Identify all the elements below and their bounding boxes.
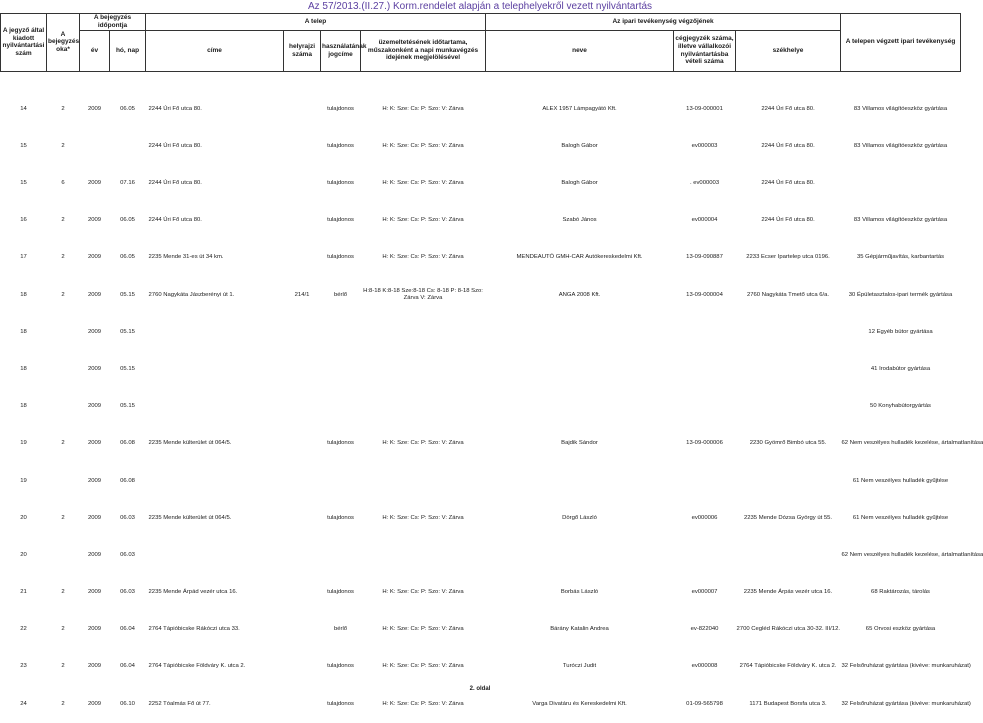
cell-lot-number <box>284 500 321 537</box>
cell-address: 2764 Tápióbicske Rákóczi utca 33. <box>148 626 240 633</box>
cell-address: 2235 Mende Árpád vezér utca 16. <box>148 589 238 596</box>
cell-industry <box>841 165 961 202</box>
cell-use-title <box>321 537 361 574</box>
cell-address <box>146 462 284 499</box>
header-group-site: A telep <box>146 14 486 31</box>
cell-registration-number: ev-822040 <box>690 626 719 633</box>
cell-operating-hours: H: K: Sze: Cs: P: Szo: V: Zárva <box>382 254 464 261</box>
cell-reason: 2 <box>61 254 65 261</box>
header-lot-number: helyrajzi száma <box>284 30 321 71</box>
cell-month-day: 06.08 <box>120 440 135 447</box>
header-month-day: hó, nap <box>110 30 146 71</box>
cell-year <box>80 128 110 165</box>
cell-name: ALEX 1957 Lámpagyátó Kft. <box>542 105 617 112</box>
cell-seat: 2700 Cegléd Rákóczi utca 30-32. III/12. <box>736 626 840 633</box>
cell-month-day: 06.05 <box>120 105 135 112</box>
cell-registration-number: ev000008 <box>691 663 718 670</box>
cell-notary-number: 19 <box>20 440 27 447</box>
cell-lot-number <box>284 611 321 648</box>
cell-address <box>146 537 284 574</box>
header-year: év <box>80 30 110 71</box>
cell-seat: 2244 Úri Fő utca 80. <box>761 105 815 112</box>
cell-use-title: tulajdonos <box>327 700 354 707</box>
cell-reason <box>47 314 80 351</box>
header-reason: A bejegyzés oka* <box>47 14 80 72</box>
cell-address: 2244 Úri Fő utca 80. <box>148 105 202 112</box>
cell-registration-number <box>674 537 736 574</box>
cell-use-title: tulajdonos <box>327 514 354 521</box>
cell-reason: 2 <box>61 105 65 112</box>
cell-use-title <box>321 351 361 388</box>
cell-address: 2764 Tápióbicske Földváry K. utca 2. <box>148 663 246 670</box>
cell-name <box>486 462 674 499</box>
cell-registration-number: ev000003 <box>691 142 718 149</box>
cell-notary-number: 15 <box>20 142 27 149</box>
cell-address <box>146 314 284 351</box>
cell-notary-number: 15 <box>20 180 27 187</box>
cell-registration-number <box>674 351 736 388</box>
cell-operating-hours <box>361 462 486 499</box>
cell-name: MENDEAUTÓ GMH-CAR Autókereskedelmi Kft. <box>516 254 643 261</box>
cell-reason: 2 <box>61 589 65 596</box>
cell-use-title: tulajdonos <box>327 254 354 261</box>
cell-seat <box>736 351 841 388</box>
cell-name <box>486 537 674 574</box>
cell-month-day: 06.10 <box>120 700 135 707</box>
cell-month-day: 05.15 <box>120 365 135 372</box>
cell-month-day: 06.04 <box>120 663 135 670</box>
cell-industry: 62 Nem veszélyes hulladék kezelése, ártalmatlanítása <box>841 551 983 558</box>
header-address: címe <box>146 30 284 71</box>
table-row <box>1 91 961 128</box>
cell-reason: 2 <box>61 142 65 149</box>
cell-month-day: 06.08 <box>120 477 135 484</box>
cell-seat: 2764 Tápióbicske Földváry K. utca 2. <box>739 663 837 670</box>
header-seat: székhelye <box>736 30 841 71</box>
cell-lot-number <box>284 648 321 685</box>
cell-year: 2009 <box>87 291 102 298</box>
cell-registration-number: 13-09-000006 <box>686 440 723 447</box>
table-row <box>1 462 961 499</box>
header-use-title: használatának jogcíme <box>321 30 361 71</box>
cell-operating-hours: H: K: Sze: Cs: P: Szo: V: Zárva <box>382 663 464 670</box>
cell-operating-hours: H: K: Sze: Cs: P: Szo: V: Zárva <box>382 700 464 707</box>
cell-month-day <box>110 128 146 165</box>
cell-name <box>486 388 674 425</box>
cell-reason: 2 <box>61 626 65 633</box>
cell-year: 2009 <box>87 626 102 633</box>
cell-registration-number: ev000004 <box>691 217 718 224</box>
registry-rows <box>1 71 983 723</box>
cell-industry: 65 Orvosi eszköz gyártása <box>865 626 936 633</box>
cell-address: 2252 Tóalmás Fő út 77. <box>148 700 211 707</box>
cell-registration-number: ev000007 <box>691 589 718 596</box>
cell-notary-number: 21 <box>20 589 27 596</box>
cell-year: 2009 <box>87 477 102 484</box>
header-industry: A telepen végzett ipari tevékenység <box>841 14 961 72</box>
table-row <box>1 351 961 388</box>
cell-reason: 2 <box>61 663 65 670</box>
cell-registration-number <box>674 462 736 499</box>
cell-industry: 61 Nem veszélyes hulladék gyűjtése <box>852 514 949 521</box>
cell-use-title: tulajdonos <box>327 180 354 187</box>
cell-notary-number: 18 <box>20 365 27 372</box>
cell-notary-number: 19 <box>20 477 27 484</box>
cell-name: Balogh Gábor <box>561 180 598 187</box>
cell-month-day: 05.15 <box>120 403 135 410</box>
table-row <box>1 277 961 314</box>
cell-year: 2009 <box>87 365 102 372</box>
registry-table <box>0 13 983 723</box>
cell-year: 2009 <box>87 514 102 521</box>
cell-address: 2760 Nagykáta Jászberényi út 1. <box>148 291 235 298</box>
cell-year: 2009 <box>87 700 102 707</box>
cell-use-title <box>321 388 361 425</box>
cell-industry: 62 Nem veszélyes hulladék kezelése, ártalmatlanítása <box>841 440 983 447</box>
cell-lot-number <box>284 165 321 202</box>
cell-month-day: 06.04 <box>120 626 135 633</box>
table-row <box>1 648 961 685</box>
cell-registration-number <box>674 314 736 351</box>
cell-operating-hours <box>361 388 486 425</box>
cell-notary-number: 14 <box>20 105 27 112</box>
cell-reason <box>47 537 80 574</box>
cell-operating-hours: H: K: Sze: Cs: P: Szo: V: Zárva <box>382 589 464 596</box>
cell-industry: 61 Nem veszélyes hulladék gyűjtése <box>852 477 949 484</box>
cell-seat: 2244 Úri Fő utca 80. <box>761 142 815 149</box>
cell-industry: 12 Egyéb bútor gyártása <box>868 328 933 335</box>
cell-use-title: tulajdonos <box>327 440 354 447</box>
cell-reason: 2 <box>61 291 65 298</box>
cell-registration-number: 13-09-090887 <box>686 254 723 261</box>
cell-use-title: bérlő <box>333 291 348 298</box>
cell-month-day: 06.05 <box>120 217 135 224</box>
cell-industry: 83 Villamos világítóeszköz gyártása <box>853 142 948 149</box>
cell-notary-number: 20 <box>20 514 27 521</box>
cell-reason <box>47 351 80 388</box>
cell-operating-hours <box>361 351 486 388</box>
cell-lot-number <box>284 462 321 499</box>
cell-seat: 1171 Budapest Borsfa utca 3. <box>749 700 827 707</box>
cell-year: 2009 <box>87 663 102 670</box>
cell-address <box>146 351 284 388</box>
header-notary-number: A jegyző által kiadott nyilvántartási szám <box>1 14 47 72</box>
cell-industry: 50 Konyhabútorgyártás <box>870 403 931 410</box>
cell-year: 2009 <box>87 254 102 261</box>
cell-seat <box>736 537 841 574</box>
cell-reason: 2 <box>61 440 65 447</box>
header-operating-hours: üzemeltetésének időtartama, műszakonként a napi munkavégzés idejének megjelölésével <box>361 30 486 71</box>
cell-operating-hours: H: K: Sze: Cs: P: Szo: V: Zárva <box>382 514 464 521</box>
table-row <box>1 500 961 537</box>
cell-month-day: 06.03 <box>120 589 135 596</box>
cell-notary-number: 18 <box>20 291 27 298</box>
header-name: neve <box>486 30 674 71</box>
cell-lot-number <box>284 537 321 574</box>
cell-lot-number <box>284 351 321 388</box>
cell-name: Varga Divatáru és Kereskedelmi Kft. <box>532 700 627 707</box>
cell-registration-number: 13-09-000001 <box>686 105 723 112</box>
cell-registration-number: ev000006 <box>691 514 718 521</box>
cell-year: 2009 <box>87 217 102 224</box>
cell-name: Dörgő László <box>562 514 597 521</box>
cell-notary-number: 16 <box>20 217 27 224</box>
table-row <box>1 574 961 611</box>
cell-seat: 2244 Úri Fő utca 80. <box>761 217 815 224</box>
cell-address <box>146 388 284 425</box>
cell-name: Turóczi Judit <box>562 663 597 670</box>
cell-operating-hours: H: K: Sze: Cs: P: Szo: V: Zárva <box>382 180 464 187</box>
cell-lot-number <box>284 388 321 425</box>
cell-operating-hours: H: K: Sze: Cs: P: Szo: V: Zárva <box>382 105 464 112</box>
cell-month-day: 06.05 <box>120 254 135 261</box>
cell-month-day: 05.15 <box>120 328 135 335</box>
cell-use-title <box>321 462 361 499</box>
cell-seat <box>736 462 841 499</box>
cell-year: 2009 <box>87 105 102 112</box>
table-row <box>1 165 961 202</box>
cell-operating-hours: H: K: Sze: Cs: P: Szo: V: Zárva <box>382 142 464 149</box>
cell-seat: 2233 Ecser Ipartelep utca 0196. <box>746 254 830 261</box>
cell-industry: 32 Felsőruházat gyártása (kivéve: munkaruházat) <box>841 663 971 670</box>
cell-use-title <box>321 314 361 351</box>
cell-use-title: tulajdonos <box>327 663 354 670</box>
cell-use-title: tulajdonos <box>327 105 354 112</box>
table-row <box>1 537 961 574</box>
cell-address: 2244 Úri Fő utca 80. <box>148 217 202 224</box>
cell-lot-number <box>284 574 321 611</box>
cell-use-title: tulajdonos <box>327 217 354 224</box>
cell-name: Szabó János <box>562 217 597 224</box>
cell-seat: 2235 Mende Dózsa György út 55. <box>743 514 833 521</box>
table-row <box>1 202 961 239</box>
cell-lot-number <box>284 91 321 128</box>
cell-name: Bajdik Sándor <box>561 440 598 447</box>
header-registration-number: cégjegyzék száma, illetve vállalkozói nyilvántartásba vételi száma <box>674 30 736 71</box>
cell-address: 2235 Mende 31-es út 34 km. <box>148 254 224 261</box>
cell-industry: 30 Épületasztalos-ipari termék gyártása <box>848 291 953 298</box>
cell-month-day: 07.16 <box>120 180 135 187</box>
table-row <box>1 128 961 165</box>
cell-address: 2244 Úri Fő utca 80. <box>148 142 202 149</box>
cell-reason <box>47 462 80 499</box>
cell-lot-number <box>284 314 321 351</box>
cell-address: 2235 Mende külterület út 064/5. <box>148 440 232 447</box>
cell-lot-number <box>284 128 321 165</box>
cell-address: 2235 Mende külterület út 064/5. <box>148 514 232 521</box>
cell-year: 2009 <box>87 589 102 596</box>
cell-operating-hours: H: K: Sze: Cs: P: Szo: V: Zárva <box>382 440 464 447</box>
page-number: 2. oldal <box>469 686 491 692</box>
cell-notary-number: 20 <box>20 551 27 558</box>
cell-registration-number: . ev000003 <box>689 180 720 187</box>
table-row <box>1 388 961 425</box>
cell-seat: 2760 Nagykáta Tmető utca 6/a. <box>746 291 830 298</box>
cell-seat <box>736 388 841 425</box>
cell-name: Bárány Katalin Andrea <box>550 626 609 633</box>
cell-name <box>486 351 674 388</box>
cell-notary-number: 22 <box>20 626 27 633</box>
cell-use-title: bérlő <box>333 626 348 633</box>
table-row <box>1 239 961 276</box>
cell-name <box>486 314 674 351</box>
cell-operating-hours: H: K: Sze: Cs: P: Szo: V: Zárva <box>382 626 464 633</box>
cell-year: 2009 <box>87 403 102 410</box>
cell-use-title: tulajdonos <box>327 142 354 149</box>
cell-operating-hours: H: K: Sze: Cs: P: Szo: V: Zárva <box>382 217 464 224</box>
cell-seat: 2235 Mende Árpás vezér utca 16. <box>743 589 833 596</box>
cell-seat: 2244 Úri Fő utca 80. <box>761 180 815 187</box>
table-row <box>1 314 961 351</box>
cell-lot-number: 214/1 <box>294 291 310 298</box>
cell-year: 2009 <box>87 180 102 187</box>
cell-industry: 83 Villamos világítóeszköz gyártása <box>853 105 948 112</box>
cell-reason: 2 <box>61 700 65 707</box>
table-row <box>1 611 961 648</box>
cell-reason: 6 <box>61 180 65 187</box>
cell-use-title: tulajdonos <box>327 589 354 596</box>
cell-operating-hours: H:8-18 K:8-18 Sze:8-18 Cs: 8-18 P: 8-18 Szo: Zárva V: Zárva <box>363 288 483 302</box>
cell-reason: 2 <box>61 217 65 224</box>
cell-industry: 41 Irodabútor gyártása <box>870 365 931 372</box>
cell-reason <box>47 388 80 425</box>
cell-lot-number <box>284 425 321 462</box>
cell-registration-number: 01-09-565798 <box>686 700 723 707</box>
cell-year: 2009 <box>87 551 102 558</box>
cell-operating-hours <box>361 537 486 574</box>
cell-industry: 35 Gépjárműjavítás, karbantartás <box>856 254 945 261</box>
cell-industry: 32 Felsőruházat gyártása (kivéve: munkaruházat) <box>841 700 971 707</box>
cell-notary-number: 23 <box>20 663 27 670</box>
cell-month-day: 06.03 <box>120 551 135 558</box>
cell-year: 2009 <box>87 440 102 447</box>
cell-industry: 83 Villamos világítóeszköz gyártása <box>853 217 948 224</box>
cell-notary-number: 18 <box>20 403 27 410</box>
header-group-time: A bejegyzés időpontja <box>80 14 146 31</box>
cell-operating-hours <box>361 314 486 351</box>
cell-seat: 2230 Gyömrő Bimbó utca 55. <box>749 440 827 447</box>
cell-lot-number <box>284 239 321 276</box>
cell-seat <box>736 314 841 351</box>
cell-name: ANGA 2008 Kft. <box>558 291 601 298</box>
cell-name: Balogh Gábor <box>561 142 598 149</box>
cell-month-day: 05.15 <box>120 291 135 298</box>
table-row <box>1 425 961 462</box>
cell-lot-number <box>284 202 321 239</box>
cell-notary-number: 18 <box>20 328 27 335</box>
cell-industry: 68 Raktározás, tárolás <box>871 589 930 596</box>
cell-month-day: 06.03 <box>120 514 135 521</box>
cell-notary-number: 24 <box>20 700 27 707</box>
cell-address: 2244 Úri Fő utca 80. <box>148 180 202 187</box>
document-title: Az 57/2013.(II.27.) Korm.rendelet alapján a telephelyekről vezett nyilvántartás <box>307 1 653 12</box>
cell-name: Borbás László <box>560 589 599 596</box>
cell-notary-number: 17 <box>20 254 27 261</box>
cell-registration-number: 13-09-000004 <box>686 291 723 298</box>
cell-reason: 2 <box>61 514 65 521</box>
header-group-activity: Az ipari tevékenység végzőjének <box>486 14 841 31</box>
cell-registration-number <box>674 388 736 425</box>
cell-year: 2009 <box>87 328 102 335</box>
